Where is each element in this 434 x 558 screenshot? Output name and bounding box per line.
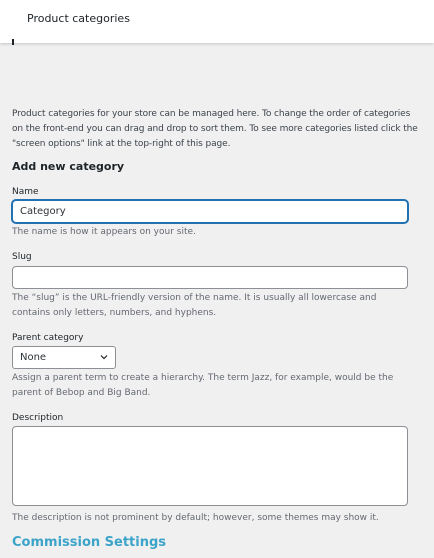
parent-category-label: Parent category xyxy=(12,333,84,343)
parent-category-select[interactable] xyxy=(12,346,116,369)
description-label: Description xyxy=(12,413,64,423)
parent-category-selected: None xyxy=(20,352,47,363)
description-textarea[interactable] xyxy=(12,426,408,506)
slug-label: Slug xyxy=(12,252,32,262)
section-title: Add new category xyxy=(12,160,125,173)
add-category-panel xyxy=(12,107,420,550)
commission-settings-title: Commission Settings xyxy=(12,535,167,550)
name-help: The name is how it appears on your site. xyxy=(12,227,196,237)
menu-indicator xyxy=(12,39,14,45)
parent-category-help: Assign a parent term to create a hierarchy. The term Jazz, for example, would be the parent of Bebop and Big Band. xyxy=(12,373,394,398)
slug-help: The “slug” is the URL-friendly version of the name. It is usually all lowercase and contains only letters, numbers, and hyphens. xyxy=(12,293,377,318)
top-bar xyxy=(0,0,434,43)
name-input[interactable]: Category xyxy=(12,200,408,223)
intro-text: Product categories for your store can be managed here. To change the order of categories on the front-end you can drag and drop to sort them. To see more categories listed click the "screen options" link at the top-right of this page. xyxy=(12,109,418,149)
page-title: Product categories xyxy=(27,12,130,25)
slug-input[interactable] xyxy=(12,266,408,289)
description-help: The description is not prominent by default; however, some themes may show it. xyxy=(12,513,379,523)
chevron-down-icon xyxy=(100,353,108,361)
name-label: Name xyxy=(12,187,39,197)
